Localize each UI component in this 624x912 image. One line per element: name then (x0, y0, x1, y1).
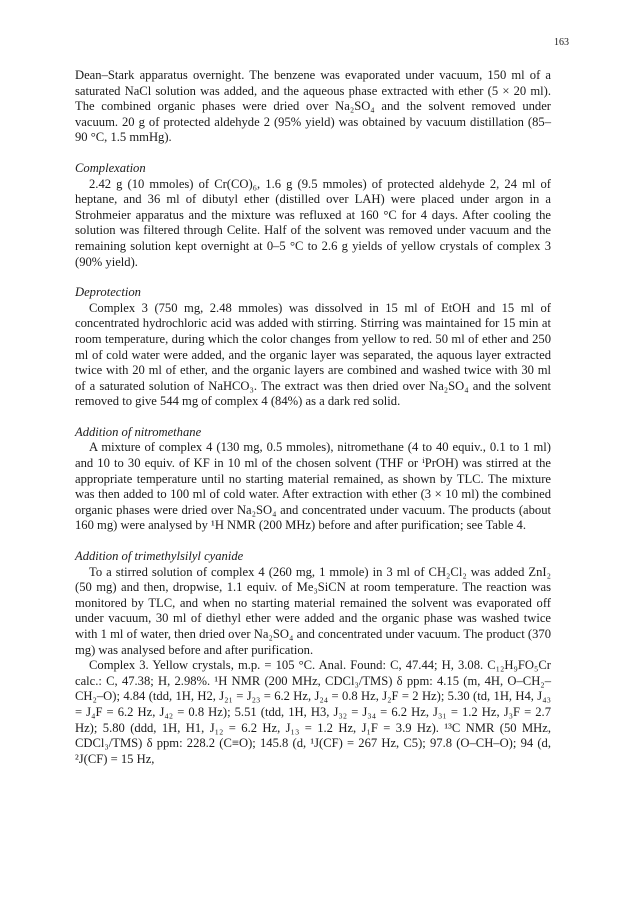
section-heading-nitromethane: Addition of nitromethane (75, 424, 202, 439)
deprotection-paragraph: Complex 3 (750 mg, 2.48 mmoles) was dissolved in 15 ml of EtOH and 15 ml of concentrated hydrochloric acid was added with stirring. Stirring was maintained for 15 min at room temperature, during which the color changes from yellow to red. 50 ml of ether and 250 ml of cold water were added, and the organic layer was separated, the aquous layer extracted twice with 20 ml of ether, and the organic layers are combined and washed twice with 30 ml of a saturated solution of NaHCO₃. The extract was then dried over Na₂SO₄ and the solvent removed to give 544 mg of complex 4 (84%) as a dark red solid. (75, 300, 551, 409)
nitromethane-paragraph: A mixture of complex 4 (130 mg, 0.5 mmoles), nitromethane (4 to 40 equiv., 0.1 to 1 ml) and 10 to 30 equiv. of KF in 10 ml of the chosen solvent (THF or ⁱPrOH) was stirred at the appropriate temperature until no starting material remained, as shown by TLC. The mixture was then added to 100 ml of cold water. After extraction with ether (3 × 10 ml) the combined organic phases were dried over Na₂SO₄ and concentrated under vacuum. The products (about 160 mg) were analysed by ¹H NMR (200 MHz) before and after purification; see Table 4. (75, 440, 551, 533)
article-body (75, 68, 551, 767)
section-heading-cyanide: Addition of trimethylsilyl cyanide (75, 549, 244, 564)
section-heading-complexation: Complexation (75, 160, 146, 175)
complexation-paragraph: 2.42 g (10 mmoles) of Cr(CO)₆, 1.6 g (9.5 mmoles) of protected aldehyde 2, 24 ml of heptane, and 36 ml of dibutyl ether (distilled over LAH) were placed under argon in a Strohmeier apparatus and the mixture was refluxed at 160 °C for 4 days. After cooling the solution was filtered through Celite. Half of the solvent was removed under vacuum and the remaining solution kept overnight at 0–5 °C to 2.6 g yields of yellow crystals of complex 3 (90% yield). (75, 176, 551, 269)
intro-paragraph: Dean–Stark apparatus overnight. The benzene was evaporated under vacuum, 150 ml of a saturated NaCl solution was added, and the aqueous phase extracted with ether (5 × 20 ml). The combined organic phases were dried over Na₂SO₄ and the solvent removed under vacuum. 20 g of protected aldehyde 2 (95% yield) was obtained by vacuum distillation (85–90 °C, 1.5 mmHg). (75, 68, 551, 145)
cyanide-paragraph: To a stirred solution of complex 4 (260 mg, 1 mmole) in 3 ml of CH₂Cl₂ was added ZnI₂ (50 mg) and then, dropwise, 1.1 equiv. of Me₃SiCN at room temperature. The reaction was monitored by TLC, and when no starting material remained the solvent was evaporated off under vacuum, 30 ml of diethyl ether were added and the organic phase was washed twice with 1 ml of water, then dried over Na₂SO₄ and concentrated under vacuum. The product (370 mg) was analysed before and after purification. (75, 564, 551, 657)
complex-3-data-paragraph: Complex 3. Yellow crystals, m.p. = 105 °C. Anal. Found: C, 47.44; H, 3.08. C₁₂H₉FO₅Cr calc.: C, 47.38; H, 2.98%. ¹H NMR (200 MHz, CDCl₃/TMS) δ ppm: 4.15 (m, 4H, O–CH₂–CH₂–O); 4.84 (tdd, 1H, H2, J₂₁ = J₂₃ = 6.2 Hz, J₂₄ = 0.8 Hz, J₂F = 2 Hz); 5.30 (td, 1H, H4, J₄₃ = J₄F = 6.2 Hz, J₄₂ = 0.8 Hz); 5.51 (tdd, 1H, H3, J₃₂ = J₃₄ = 6.2 Hz, J₃₁ = 1.2 Hz, J₃F = 2.7 Hz); 5.80 (ddd, 1H, H1, J₁₂ = 6.2 Hz, J₁₃ = 1.2 Hz, J₁F = 3.9 Hz). ¹³C NMR (50 MHz, CDCl₃/TMS) δ ppm: 228.2 (C≡O); 145.8 (d, ¹J(CF) = 267 Hz, C5); 97.8 (O–CH–O); 94 (d, ²J(CF) = 15 Hz, (75, 658, 551, 766)
page-number: 163 (554, 37, 569, 48)
section-heading-deprotection: Deprotection (75, 285, 141, 300)
